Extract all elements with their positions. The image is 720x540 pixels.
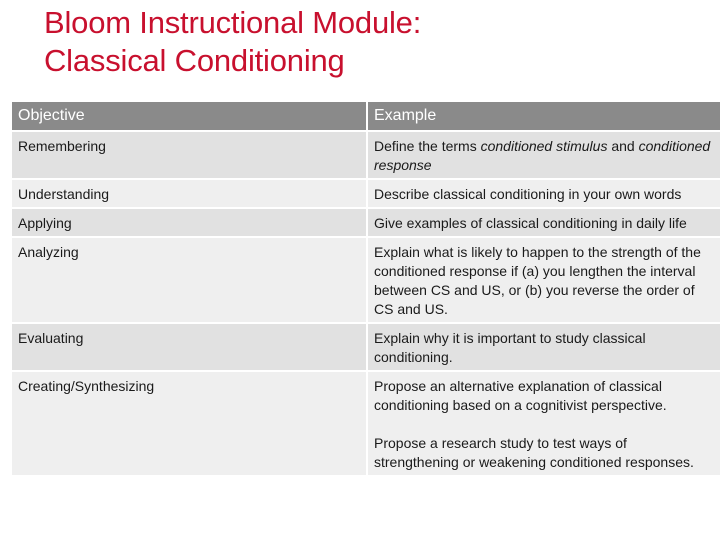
header-objective: Objective [12,102,367,131]
header-example: Example [367,102,720,131]
table-row [12,237,720,323]
example-cell: Describe classical conditioning in your own words [367,179,720,208]
example-cell: Explain why it is important to study classical conditioning. [367,323,720,371]
table-header-row [12,102,720,131]
table-row [12,371,720,476]
example-cell [367,131,720,179]
slide-title-line-1: Bloom Instructional Module: [44,5,422,40]
example-text-1: Propose an alternative explanation of classical conditioning based on a cognitivist perspective. [374,378,667,413]
term-conditioned-stimulus: conditioned stimulus [480,138,608,154]
example-text-2: Propose a research study to test ways of strengthening or weakening conditioned responses. [374,435,694,470]
objective-cell: Applying [12,208,367,237]
bloom-objectives-table [12,102,720,477]
objective-cell: Understanding [12,179,367,208]
example-text-and: and [607,138,639,154]
slide-title [44,4,421,80]
table-row [12,208,720,237]
example-cell: Give examples of classical conditioning in daily life [367,208,720,237]
objective-cell: Evaluating [12,323,367,371]
example-cell: Explain what is likely to happen to the strength of the conditioned response if (a) you lengthen the interval between CS and US, or (b) you reverse the order of CS and US. [367,237,720,323]
objective-cell: Creating/Synthesizing [12,371,367,476]
objective-cell: Remembering [12,131,367,179]
slide-title-line-2: Classical Conditioning [44,43,345,78]
term-conditioned-response: conditioned response [374,138,711,173]
example-text: Define the terms [374,138,481,154]
example-cell [367,371,720,476]
objective-cell: Analyzing [12,237,367,323]
table-row [12,323,720,371]
table-row [12,131,720,179]
table-row [12,179,720,208]
